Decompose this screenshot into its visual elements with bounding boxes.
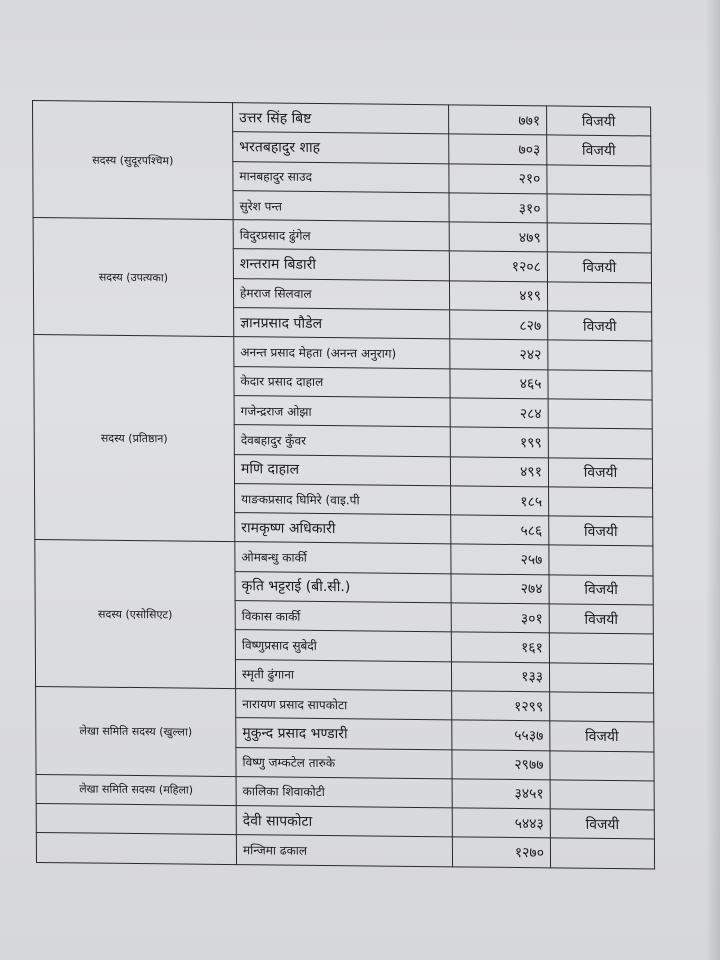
- result-status-cell: [550, 780, 654, 810]
- table-row: [36, 686, 654, 722]
- candidate-name-cell: भरतबहादुर शाह: [233, 132, 449, 164]
- candidate-name-cell: अनन्त प्रसाद मेहता (अनन्त अनुराग): [234, 337, 450, 369]
- candidate-name-cell: ओमबन्धु कार्की: [235, 542, 451, 574]
- candidate-name-cell: देवी सापकोटा: [236, 806, 452, 838]
- vote-count-cell: ३०१: [451, 603, 549, 633]
- vote-count-cell: ५४४३: [452, 808, 550, 838]
- category-cell: सदस्य (सुदूरपश्चिम): [33, 101, 234, 220]
- candidate-name-cell: देवबहादुर कुँवर: [234, 425, 450, 457]
- vote-count-cell: १२९९: [452, 691, 550, 721]
- vote-count-cell: ७०३: [449, 134, 547, 164]
- candidate-name-cell: मानबहादुर साउद: [233, 161, 449, 193]
- result-status-cell: [548, 370, 652, 400]
- vote-count-cell: ४९१: [450, 456, 548, 486]
- vote-count-cell: १८५: [451, 486, 549, 516]
- table-row: [34, 335, 652, 371]
- candidate-name-cell: मन्जिमा ढकाल: [236, 835, 452, 867]
- vote-count-cell: २४२: [450, 339, 548, 369]
- vote-count-cell: ८२७: [450, 310, 548, 340]
- candidate-name-cell: विष्णु जम्कटेल तारुके: [236, 747, 452, 779]
- category-cell: लेखा समिति सदस्य (महिला): [36, 774, 236, 805]
- candidate-name-cell: विकास कार्की: [235, 601, 451, 633]
- result-status-cell: [548, 428, 652, 458]
- category-cell: सदस्य (प्रतिष्ठान): [34, 335, 235, 542]
- candidate-name-cell: कृति भट्टराई (बी.सी.): [235, 571, 451, 603]
- result-status-cell: विजयी: [549, 604, 653, 634]
- vote-count-cell: २९७७: [452, 749, 550, 779]
- vote-count-cell: १९९: [450, 427, 548, 457]
- candidate-name-cell: उत्तर सिंह बिष्ट: [233, 103, 449, 135]
- result-status-cell: [550, 838, 654, 868]
- result-status-cell: विजयी: [549, 516, 653, 546]
- vote-count-cell: ४१९: [449, 281, 547, 311]
- candidate-name-cell: कालिका शिवाकोटी: [236, 776, 452, 808]
- result-status-cell: विजयी: [550, 721, 654, 751]
- vote-count-cell: २८४: [450, 398, 548, 428]
- candidate-name-cell: विदुरप्रसाद ढुंगेल: [233, 220, 449, 252]
- table-row: [33, 101, 651, 137]
- category-cell: [36, 833, 236, 864]
- result-status-cell: [548, 399, 652, 429]
- candidate-name-cell: ज्ञानप्रसाद पौडेल: [234, 308, 450, 340]
- result-status-cell: [549, 662, 653, 692]
- candidate-name-cell: मणि दाहाल: [234, 454, 450, 486]
- candidate-name-cell: नारायण प्रसाद सापकोटा: [236, 689, 452, 721]
- category-cell: लेखा समिति सदस्य (खुल्ला): [36, 686, 236, 776]
- vote-count-cell: २७४: [451, 574, 549, 604]
- result-status-cell: विजयी: [548, 457, 652, 487]
- vote-count-cell: १६१: [451, 632, 549, 662]
- candidate-name-cell: रामकृष्ण अधिकारी: [235, 513, 451, 545]
- vote-count-cell: ४७९: [449, 222, 547, 252]
- category-cell: [36, 804, 236, 835]
- candidate-name-cell: शन्तराम बिडारी: [233, 249, 449, 281]
- result-status-cell: विजयी: [547, 106, 651, 136]
- result-status-cell: [550, 750, 654, 780]
- vote-count-cell: ३१०: [449, 193, 547, 223]
- candidate-name-cell: केदार प्रसाद दाहाल: [234, 366, 450, 398]
- result-status-cell: विजयी: [547, 252, 651, 282]
- candidate-name-cell: स्मृती ढुंगाना: [235, 659, 451, 691]
- candidate-name-cell: मुकुन्द प्रसाद भण्डारी: [236, 718, 452, 750]
- election-results-table: [32, 100, 655, 869]
- result-status-cell: [549, 487, 653, 517]
- result-status-cell: विजयी: [550, 809, 654, 839]
- result-status-cell: [547, 194, 651, 224]
- result-status-cell: [549, 633, 653, 663]
- table-row: [36, 833, 654, 869]
- results-body: [33, 101, 655, 869]
- candidate-name-cell: हेमराज सिलवाल: [233, 278, 449, 310]
- table-row: [33, 218, 651, 254]
- category-cell: सदस्य (एसोसिएट): [35, 540, 236, 689]
- vote-count-cell: ५८६: [451, 515, 549, 545]
- vote-count-cell: २१०: [449, 163, 547, 193]
- result-status-cell: विजयी: [549, 575, 653, 605]
- table-row: [35, 540, 653, 576]
- page-edge-shadow: [706, 0, 720, 960]
- candidate-name-cell: सुरेश पन्त: [233, 190, 449, 222]
- vote-count-cell: ७७१: [449, 105, 547, 135]
- vote-count-cell: १३३: [451, 661, 549, 691]
- result-status-cell: विजयी: [548, 311, 652, 341]
- result-status-cell: [549, 545, 653, 575]
- vote-count-cell: ३४५१: [452, 779, 550, 809]
- result-status-cell: [548, 340, 652, 370]
- candidate-name-cell: गजेन्द्रराज ओझा: [234, 396, 450, 428]
- result-status-cell: [547, 223, 651, 253]
- candidate-name-cell: याङकप्रसाद घिमिरे (वाइ.पी: [235, 483, 451, 515]
- vote-count-cell: ४६५: [450, 369, 548, 399]
- result-status-cell: [550, 692, 654, 722]
- result-status-cell: [547, 164, 651, 194]
- result-status-cell: [547, 282, 651, 312]
- vote-count-cell: १२७०: [452, 837, 550, 867]
- category-cell: सदस्य (उपत्यका): [33, 218, 234, 337]
- result-status-cell: विजयी: [547, 135, 651, 165]
- vote-count-cell: ५५३७: [452, 720, 550, 750]
- candidate-name-cell: विष्णुप्रसाद सुबेदी: [235, 630, 451, 662]
- vote-count-cell: २५७: [451, 544, 549, 574]
- vote-count-cell: १२०८: [449, 251, 547, 281]
